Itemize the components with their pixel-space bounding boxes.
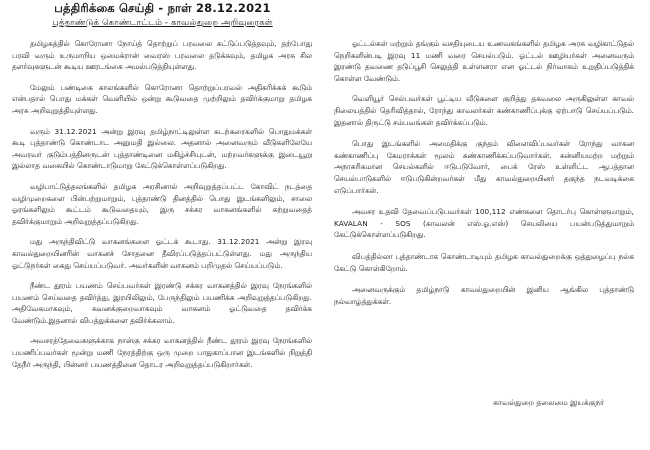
left-column <box>12 38 312 379</box>
paragraph-places-of-worship: வழிபாட்டுத்தலங்களில் தமிழக அரசினால் அறிவுறுத்தப்பட்ட கோவிட் நடத்தை வழிமுறைகளை பின்பற்றுமாறும், புத்தாண்டு தினத்தில் பொது இடங்களிலும், சாலை ஓரங்களிலும் கூட்டம் கூடுவதையும், இரு சக்கர வாகனங்களில் சுற்றுவதைத் தவிர்க்குமாறும் அறிவுறுத்தப்படுகிறது. <box>12 181 312 226</box>
paragraph-beach-ban: வரும் 31.12.2021 அன்று இரவு தமிழ்நாட்டிலுள்ள கடற்கரைகளில் பொதுமக்கள் கூடி புத்தாண்டு கொண்டாட அனுமதி இல்லை. அதனால் அனைவரும் வீடுகளிலேயே அவரவர் குடும்பத்தினருடன் புத்தாண்டினை மகிழ்ச்சியுடன், மற்றவர்களுக்கு இடையூறு இல்லாத வகையில் கொண்டாடுமாறு கேட்டுக்கொள்ளப்படுகிறது. <box>12 126 312 171</box>
signature: காவல்துறை தலைமை இயக்குநர் <box>493 398 604 407</box>
paragraph-public-disturbance: பொது இடங்களில் அமைதிக்கு குந்தம் விளைவிப்பவர்கள் ரோந்து வாகன கண்காணிப்பு கேமராக்கள் மூலம் கண்காணிக்கப்படுவார்கள். கன்னியமற்ற மற்றும் அநாகரிகமான செயல்களில் ஈடுபடுவோர், பைக் ரேஸ் உள்ளிட்ட ஆபத்தான செயல்பாடுகளில் ஈடுபடுகின்றவர்கள் மீது காவல்துறையினர் தகுந்த நடவடிக்கை எடுப்பார்கள். <box>334 139 634 195</box>
paragraph-long-travel: நீண்ட தூரம் பயணம் செய்பவர்கள் இரண்டு சக்கர வாகனத்தில் இரவு நேரங்களில் பயணம் செய்வதை தவிர்த்து, இரயிலிலும், பேருந்திலும் பயணிக்க அறிவுறுத்தப்படுகிறது. அதிவேகமாகவும், கவனக்குறைவாகவும் வாகனம் ஓட்டுவதை தவிர்க்க வேண்டும்.இதனால் விபத்துக்களை தவிர்க்கலாம். <box>12 281 312 325</box>
paragraph-hotels: ஓட்டல்கள் மற்றும் தங்கும் வசதியுடைய உணவகங்களில் தமிழக அரசு வழிகாட்டுதல் நெறிகளின்படி இரவு 11 மணி வரை செயல்படும். ஓட்டல் ஊழியர்கள் அனைவரும் இரண்டு தவணை தடுப்பூசி செலுத்தி உள்ளனரா என ஓட்டல் நிர்வாகம் உறுதிப்படுத்திக் கொள்ள வேண்டும். <box>334 39 634 83</box>
page-title: பத்திரிக்கை செய்தி - நாள் 28.12.2021 <box>54 1 271 15</box>
paragraph-locked-houses: வெளியூர் செல்பவர்கள் பூட்டிய வீடுகளை குறித்து தகவலை அருகிலுள்ள காவல் நிலையத்தில் தெரிவித்தால், ரோந்து காவலர்கள் கண்காணிப்புக்கு ஏற்பாடு செய்யப்படும். இதனால் திருட்டு சம்பவங்கள் தவிர்க்கப்படும். <box>334 94 634 127</box>
paragraph-night-driving: அவசரத்தேவைகளுக்காக நான்கு சக்கர வாகனத்தில் நீண்ட தூரம் இரவு நேரங்களில் பயணிப்பவர்கள் மூன்று மணி நேரத்திற்கு ஒரு முறை பாதுகாப்பான இடங்களில் நிறுத்தி தேநீர் அருந்தி, பின்னர் பயணத்தினை தொடர அறிவுறுத்தப்படுகிறார்கள். <box>12 336 312 369</box>
paragraph-emergency-help: அவசர உதவி தேவைப்படுபவர்கள் 100,112 எண்களை தொடர்பு கொள்ளுமாறும், KAVALAN - SOS (காவலன் எஸ்.ஓ.எஸ்) செயலியை பயன்படுத்துமாறும் கேட்டுக்கொள்ளப்படுகிறது. <box>334 207 634 240</box>
paragraph-greetings: அனைவருக்கும் தமிழ்நாடு காவல்துறையின் இனிய ஆங்கில புத்தாண்டு நல்வாழ்த்துக்கள். <box>334 285 634 306</box>
paragraph-festival-gathering: மேலும் பண்டிகை காலங்களில் கொரோனா தொற்றுப்பரவல் அதிகரிக்கக் கூடும் என்பதால் பொது மக்கள் வெளியில் ஒன்று கூடுவதை முற்றிலும் தவிர்க்குமாறு தமிழக அரசு அறிவுறுத்தியுள்ளது. <box>12 82 312 115</box>
page-subtitle: புத்தாண்டுக் கொண்டாட்டம் - காவல்துறை அறிவுரைகள் <box>52 18 273 28</box>
right-column <box>334 38 634 317</box>
paragraph-drunk-driving: மது அருந்திவிட்டு வாகனங்களை ஓட்டக் கூடாது. 31.12.2021 அன்று இரவு காவல்துறையினரின் வாகனச் சோதனை தீவிரப்படுத்தப்பட்டுள்ளது. மது அருந்திய ஓட்டுநர்கள் கைது செய்யப்படுவர். அவர்களின் வாகனம் பறிமுதல் செய்யப்படும். <box>12 237 312 270</box>
paragraph-accident-free: விபத்தில்லா புத்தாண்டாக கொண்டாடியும் தமிழக காவல்துறைக்கு ஒத்துழைப்பு நல்க கேட்டு கொள்கிறோம். <box>334 251 634 273</box>
paragraph-covid-restrictions: தமிழகத்தில் கொரோனா நோய்த் தொற்றுப் பரவலை கட்டுப்படுத்தவும், தற்போது பரவி வரும் உருமாறிய ஒமைக்ரான் வைரஸ் பரவலை தடுக்கவும், தமிழக அரசு சில தளர்வுகளுடன் கூடிய ஊரடங்கை அமல்படுத்தியுள்ளது. <box>12 39 312 72</box>
